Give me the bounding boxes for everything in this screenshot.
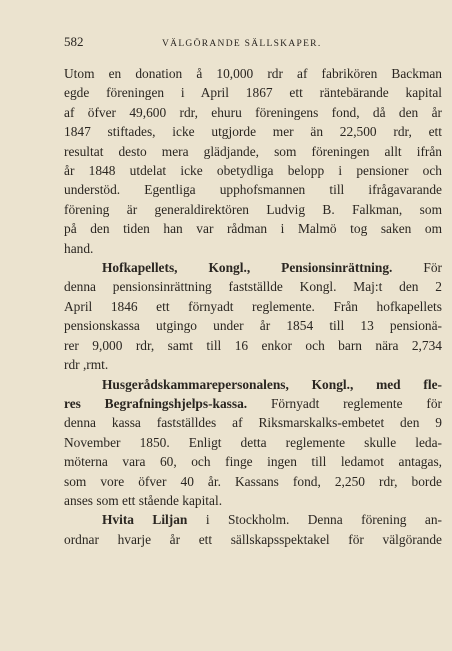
text-line: November 1850. Enligt detta reglemente skulle leda- [64,434,442,450]
entry-first-line [64,510,442,529]
text-line: som vore öfver 40 år. Kassans fond, 2,250 rdr, borde [64,473,442,489]
text-line: hand. [64,240,94,256]
entry-heading: Hvita Liljan [102,512,188,528]
text-line: år 1848 utdelat icke obetydliga belopp i pensioner och [64,163,442,179]
entry-first-text: För [423,260,442,276]
entry-heading: Husgerådskammarepersonalens, Kongl., med fle- [102,376,442,392]
paragraph-hofkapellet [64,258,442,374]
paragraph-backman-donation [64,64,442,258]
entry-first-line [64,394,442,413]
entry-first-line [64,258,442,277]
text-line: rer 9,000 rdr, samt till 16 enkor och barn nära 2,734 [64,337,442,353]
entry-heading: Hofkapellets, Kongl., Pensionsinrättning. [102,260,393,276]
text-line: på den tiden han var rådman i Malmö tog saken om [64,221,442,237]
text-line: anses som ett stående kapital. [64,492,223,508]
text-line: April 1846 ett förnyadt reglemente. Från hofkapellets [64,298,442,314]
running-head: VÄLGÖRANDE SÄLLSKAPER. [162,39,322,49]
text-line: förening är generaldirektören Ludvig B. Falkman, som [64,201,442,217]
text-line: rdr ,rmt. [64,357,109,373]
text-line: denna kassa fastställdes af Riksmarskalks-embetet den 9 [64,415,442,431]
paragraph-hvita-liljan [64,510,442,549]
text-line: pensionskassa utgingo under år 1854 till 13 pensionä- [64,318,442,334]
text-line: understöd. Egentliga upphofsmannen till ifrågavarande [64,182,442,198]
body-text [64,64,442,549]
entry-first-text: i Stockholm. Denna förening an- [205,512,442,528]
text-line: egde föreningen i April 1867 ett räntebärande kapital [64,85,442,101]
text-line: af öfver 49,600 rdr, ehuru föreningens fond, då den år [64,104,442,120]
page-number: 582 [64,34,84,49]
text-line: möterna vara 60, och finge ingen till ledamot antagas, [64,454,442,470]
text-line: Utom en donation å 10,000 rdr af fabrikören Backman [64,66,442,81]
paragraph-husgeradskammare [64,375,442,511]
text-line: ordnar hvarje år ett sällskapsspektakel för välgörande [64,531,442,547]
entry-heading-continued: res Begrafningshjelps-kassa. [64,395,248,411]
text-line: 1847 stiftades, icke utgjorde mer än 22,500 rdr, ett [64,124,442,140]
entry-first-text: Förnyadt reglemente för [270,395,442,411]
text-line: denna pensionsinrättning fastställde Kongl. Maj:t den 2 [64,279,442,295]
text-line: resultat desto mera glädjande, som föreningen allt ifrån [64,143,442,159]
page-header [64,34,442,54]
